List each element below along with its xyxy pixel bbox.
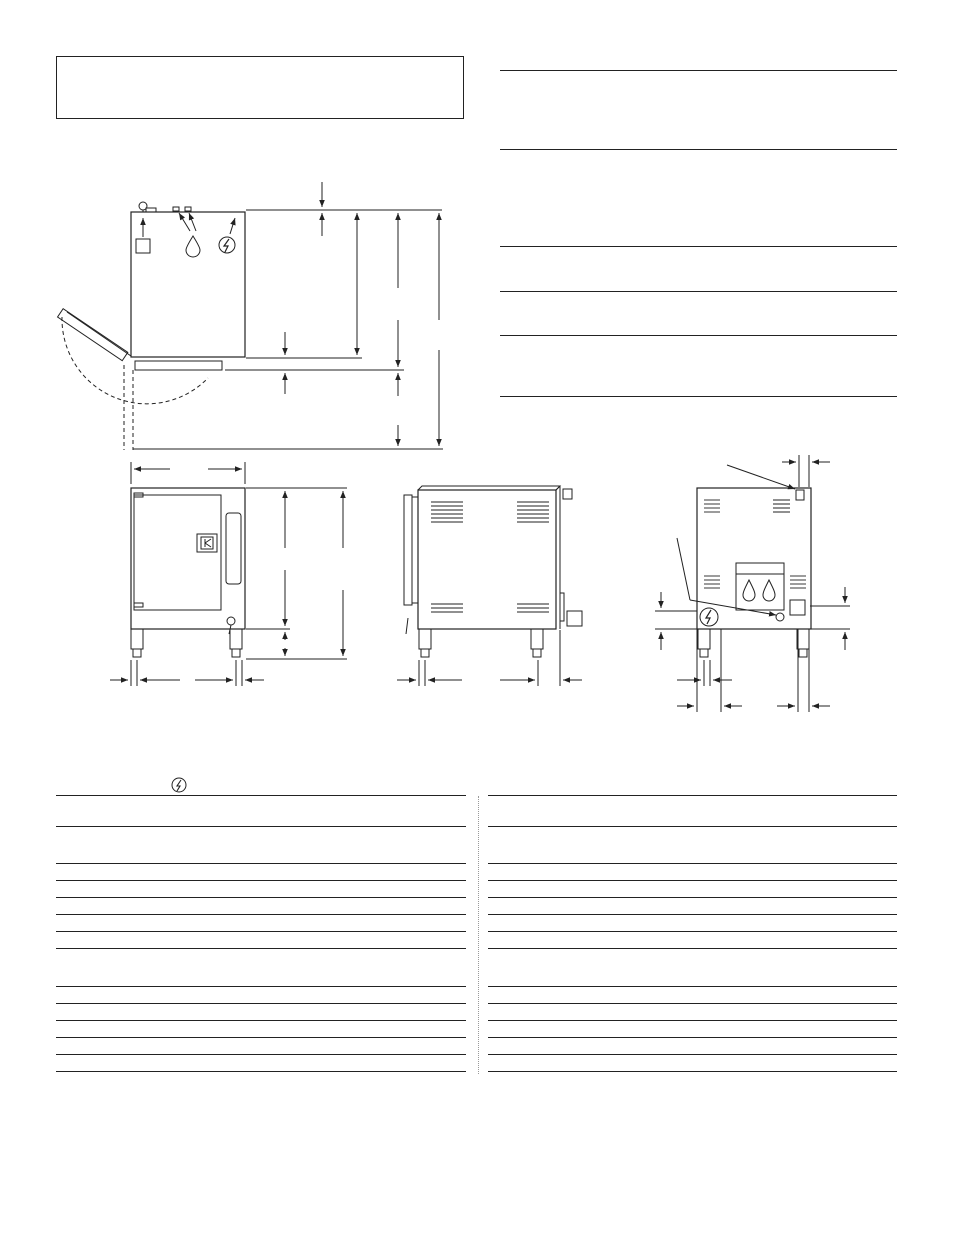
table-rule xyxy=(56,863,466,864)
table-rule xyxy=(488,986,897,987)
table-rule xyxy=(56,826,466,827)
table-rule xyxy=(488,795,897,796)
side-view-drawing xyxy=(397,486,582,686)
table-rule xyxy=(56,795,466,796)
table-rule xyxy=(488,1054,897,1055)
table-rule xyxy=(488,1071,897,1072)
rear-view-drawing xyxy=(655,455,850,712)
drain-icon xyxy=(136,239,150,253)
electric-icon xyxy=(219,237,235,253)
table-rule xyxy=(56,880,466,881)
table-rule xyxy=(488,1003,897,1004)
table-rule xyxy=(56,1020,466,1021)
table-rule xyxy=(56,897,466,898)
table-rule xyxy=(488,914,897,915)
drain-icon xyxy=(790,600,805,615)
table-rule xyxy=(488,863,897,864)
table-rule xyxy=(56,914,466,915)
table-divider xyxy=(478,796,479,1074)
table-rule xyxy=(56,948,466,949)
table-rule xyxy=(488,931,897,932)
table-rule xyxy=(56,1003,466,1004)
table-rule xyxy=(56,931,466,932)
table-rule xyxy=(488,948,897,949)
water-drop-icon xyxy=(743,580,755,601)
front-view-drawing xyxy=(110,462,347,686)
top-view-drawing xyxy=(58,182,443,450)
table-rule xyxy=(488,1020,897,1021)
table-rule xyxy=(488,880,897,881)
water-drop-icon xyxy=(186,236,200,257)
water-drop-icon xyxy=(763,580,775,601)
table-rule xyxy=(56,1037,466,1038)
table-rule xyxy=(488,897,897,898)
electric-icon xyxy=(172,778,186,792)
table-rule xyxy=(56,986,466,987)
table-rule xyxy=(488,1037,897,1038)
table-rule xyxy=(56,1054,466,1055)
table-rule xyxy=(488,826,897,827)
electric-icon xyxy=(700,608,718,626)
table-rule xyxy=(56,1071,466,1072)
